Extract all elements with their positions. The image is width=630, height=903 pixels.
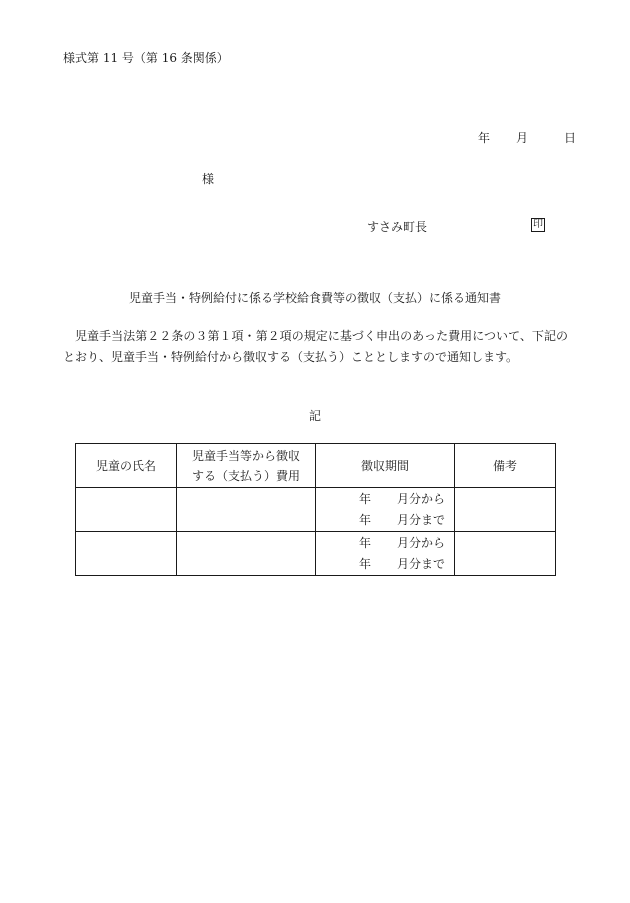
record-table (75, 443, 556, 576)
date-year: 年 (478, 131, 491, 145)
table-header-row (76, 444, 556, 488)
header-remarks: 備考 (455, 444, 556, 488)
header-fee (177, 444, 316, 488)
header-child-name: 児童の氏名 (76, 444, 177, 488)
seal-mark: 印 (533, 219, 543, 230)
cell-remarks[interactable] (455, 488, 556, 532)
date-line (478, 129, 576, 146)
body-paragraph: 児童手当法第２２条の３第１項・第２項の規定に基づく申出のあった費用について、下記のとおり、児童手当・特例給付から徴収する（支払う）こととしますので通知します。 (63, 329, 568, 364)
table-row (76, 532, 556, 576)
document-title: 児童手当・特例給付に係る学校給食費等の徴収（支払）に係る通知書 (128, 291, 501, 305)
period-year-from: 年 (359, 491, 372, 506)
period-from: 月分から (397, 491, 446, 506)
cell-child-name[interactable] (76, 532, 177, 576)
header-fee-line1: 児童手当等から徴収 (191, 448, 300, 463)
cell-child-name[interactable] (76, 488, 177, 532)
period-year-to: 年 (359, 556, 372, 571)
cell-period[interactable] (316, 488, 455, 532)
header-period: 徴収期間 (316, 444, 455, 488)
period-to: 月分まで (397, 512, 446, 527)
table-row (76, 488, 556, 532)
form-number: 様式第 11 号（第 16 条関係） (63, 51, 229, 65)
issuer-name: すさみ町長 (367, 220, 428, 234)
period-to: 月分まで (397, 556, 446, 571)
period-year-to: 年 (359, 512, 372, 527)
date-month: 月 (516, 131, 529, 145)
cell-remarks[interactable] (455, 532, 556, 576)
date-day: 日 (564, 131, 577, 145)
cell-period[interactable] (316, 532, 455, 576)
cell-fee[interactable] (177, 488, 316, 532)
header-fee-line2: する（支払う）費用 (191, 468, 300, 483)
addressee-suffix: 様 (202, 172, 215, 186)
cell-fee[interactable] (177, 532, 316, 576)
period-from: 月分から (397, 535, 446, 550)
ki-heading: 記 (308, 409, 321, 423)
period-year-from: 年 (359, 535, 372, 550)
